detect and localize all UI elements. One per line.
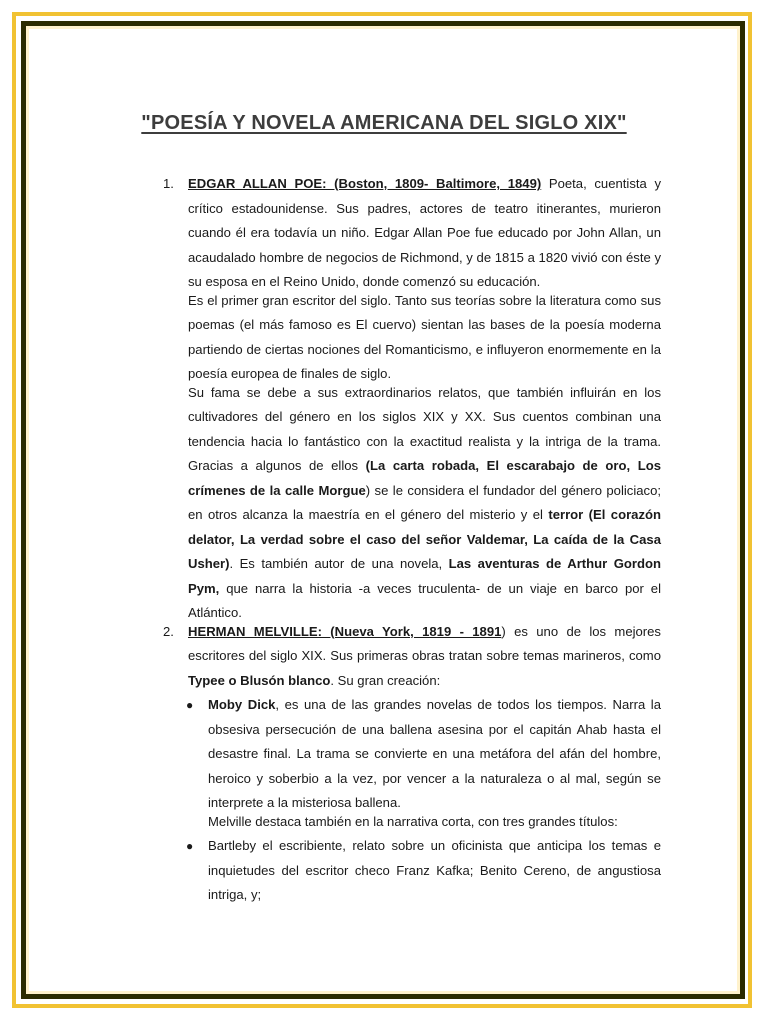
bullet-moby-dick: ● Moby Dick, es una de las grandes novelas de todos los tiempos. Narra la obsesiva persecución de una ballena asesina por el capitán Ahab hasta el desastre final. La trama se convierte en una metáfora del afán del hombre, heroico y soberbio a la vez, por vencer a la naturaleza o al mal, según se interprete a la misteriosa ballena. bbox=[163, 693, 661, 816]
list-item-poe bbox=[163, 172, 661, 626]
bullet-icon: ● bbox=[186, 698, 194, 712]
poe-paragraph-2: Es el primer gran escritor del siglo. Tanto sus teorías sobre la literatura como sus poemas (el más famoso es El cuervo) sientan las bases de la poesía moderna partiendo de ciertas nociones del Romanticismo, e influyeron enormemente en la poesía europea de finales de siglo. bbox=[188, 292, 661, 381]
item-number: 1. bbox=[163, 176, 174, 191]
poe-paragraph-1: EDGAR ALLAN POE: (Boston, 1809- Baltimore, 1849) Poeta, cuentista y crítico estadounidense. Sus padres, actores de teatro itinerantes, murieron cuando él era todavía un niño. Edgar Allan Poe fue educado por John Allan, un acaudalado hombre de negocios de Richmond, y de 1815 a 1820 vivió con éste y su esposa en el Reino Unido, donde comenzó su educación. bbox=[188, 176, 661, 289]
bullet-bartleby: ● Bartleby el escribiente, relato sobre un oficinista que anticipa los temas e inquietudes del escritor checo Franz Kafka; Benito Cereno, de angustiosa intriga, y; bbox=[163, 834, 661, 908]
melville-paragraph-1: HERMAN MELVILLE: (Nueva York, 1819 - 1891) es uno de los mejores escritores del siglo XIX. Sus primeras obras tratan sobre temas marineros, como Typee o Blusón blanco. Su gran creación: bbox=[188, 623, 661, 688]
poe-heading: EDGAR ALLAN POE: (Boston, 1809- Baltimore, 1849) bbox=[188, 176, 542, 191]
melville-short-fiction: Melville destaca también en la narrativa corta, con tres grandes títulos: bbox=[208, 813, 618, 829]
bullet-icon: ● bbox=[186, 839, 194, 853]
document-body bbox=[163, 172, 661, 908]
item-number: 2. bbox=[163, 623, 174, 639]
list-item-melville bbox=[163, 620, 661, 694]
melville-heading: HERMAN MELVILLE: (Nueva York, 1819 - 1891 bbox=[188, 623, 502, 639]
page-title: "POESÍA Y NOVELA AMERICANA DEL SIGLO XIX" bbox=[141, 112, 627, 134]
poe-paragraph-3: Su fama se debe a sus extraordinarios relatos, que también influirán en los cultivadores del género en los siglos XIX y XX. Sus cuentos combinan una tendencia hacia lo fantástico con la exactitud realista y la intriga de la trama. Gracias a algunos de ellos (La carta robada, El escarabajo de oro, Los crímenes de la calle Morgue) se le considera el fundador del género policiaco; en otros alcanza la maestría en el género del misterio y el terror (El corazón delator, La verdad sobre el caso del señor Valdemar, La caída de la Casa Usher). Es también autor de una novela, Las aventuras de Arthur Gordon Pym, que narra la historia -a veces truculenta- de un viaje en barco por el Atlántico. bbox=[188, 384, 661, 620]
